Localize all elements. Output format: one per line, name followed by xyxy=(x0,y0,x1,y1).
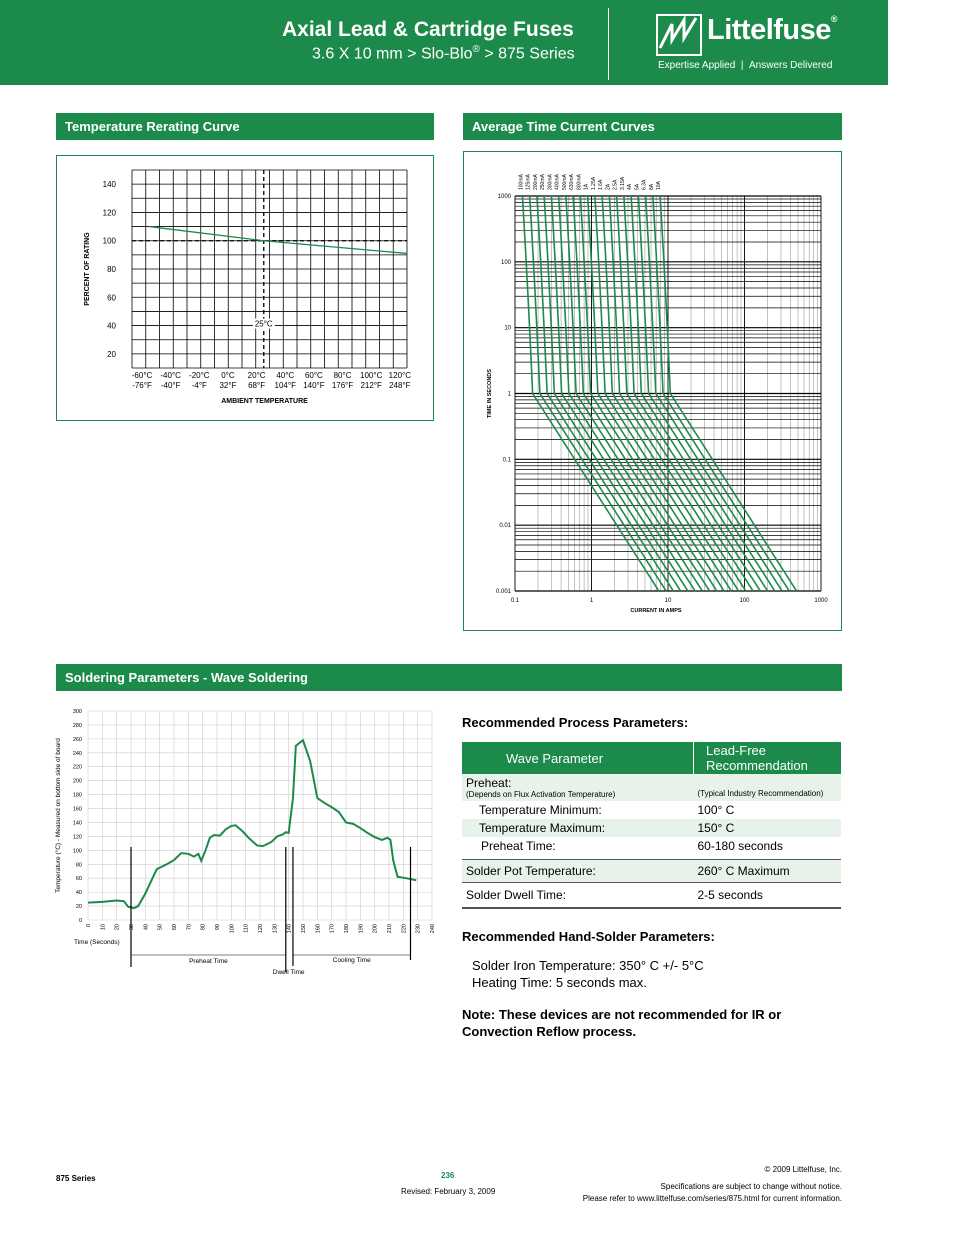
x-tick-label-f: -40°F xyxy=(160,381,181,390)
reflow-note: Note: These devices are not recommended for IR or Convection Reflow process. xyxy=(462,1007,782,1039)
preheat-cell: Preheat: (Depends on Flux Activation Temperature) xyxy=(466,776,616,799)
rerating-curve xyxy=(149,227,407,254)
x-tick-label: 20 xyxy=(114,924,121,931)
y-tick-label: 0.001 xyxy=(495,589,511,595)
series-label: 10A xyxy=(656,181,663,190)
x-tick-label-c: -40°C xyxy=(160,371,181,380)
x-tick-label-c: 20°C xyxy=(247,371,266,380)
series-label: 100mA xyxy=(518,174,525,190)
y-tick-label: 140 xyxy=(72,820,82,827)
y-tick-label: 20 xyxy=(107,349,116,359)
y-axis-label: TIME IN SECONDS xyxy=(487,369,493,418)
y-tick-label: 40 xyxy=(75,890,82,897)
y-tick-label: 200 xyxy=(72,778,82,785)
series-label: 300mA xyxy=(547,174,554,190)
x-tick-label-c: 100°C xyxy=(360,371,383,380)
x-tick-label-f: -4°F xyxy=(191,381,207,390)
series-label: 250mA xyxy=(540,174,547,190)
x-tick-label-c: 0°C xyxy=(221,371,235,380)
series-label: 500mA xyxy=(561,174,568,190)
y-tick-label: 180 xyxy=(72,792,82,799)
hand-iron-temp: Solder Iron Temperature: 350° C +/- 5°C xyxy=(472,958,704,973)
rerating-chart-box xyxy=(56,155,434,421)
x-tick-label-c: 80°C xyxy=(333,371,352,380)
process-params-title: Recommended Process Parameters: xyxy=(462,715,689,730)
series-label: 1.25A xyxy=(590,176,597,190)
y-tick-label: 80 xyxy=(75,862,82,869)
x-tick-label: 150 xyxy=(301,924,307,934)
x-tick-label-f: -76°F xyxy=(132,381,152,390)
y-tick-label: 0 xyxy=(78,918,82,924)
footer-notice-2: Please refer to www.littelfuse.com/series/875.html for current information. xyxy=(582,1194,842,1203)
y-tick-label: 0.01 xyxy=(499,523,511,530)
y-tick-label: 160 xyxy=(72,806,82,813)
x-tick-label: 10 xyxy=(100,924,107,931)
x-tick-label-c: -20°C xyxy=(189,371,210,380)
x-tick-label: 0 xyxy=(86,924,92,928)
y-tick-label: 300 xyxy=(72,709,82,715)
y-tick-label: 60 xyxy=(107,293,116,303)
littelfuse-logo-icon xyxy=(656,14,702,56)
series-label: 400mA xyxy=(554,174,561,190)
solder-pot-label: Solder Pot Temperature: xyxy=(466,864,596,878)
series-label: 4A xyxy=(627,183,634,190)
time-current-chart-box xyxy=(463,151,842,631)
temp-min-label: Temperature Minimum: xyxy=(479,803,602,817)
x-tick-label: 170 xyxy=(329,924,336,934)
x-tick-label: 10 xyxy=(664,598,672,604)
y-axis-label: Temperature (°C) - Measured on bottom side of board xyxy=(55,738,62,893)
hand-heating-time: Heating Time: 5 seconds max. xyxy=(472,975,647,990)
y-tick-label: 1 xyxy=(507,391,511,398)
preheat-time-value: 60-180 seconds xyxy=(697,839,783,853)
series-label: 8A xyxy=(648,183,655,190)
x-tick-label-f: 248°F xyxy=(389,381,411,390)
rerating-section-title: Temperature Rerating Curve xyxy=(56,113,434,140)
x-axis-label: CURRENT IN AMPS xyxy=(630,608,682,614)
y-tick-label: 0.1 xyxy=(502,457,511,464)
y-tick-label: 10 xyxy=(504,325,511,332)
x-tick-label: 230 xyxy=(415,924,422,934)
y-tick-label: 1000 xyxy=(497,194,511,200)
x-tick-label-f: 104°F xyxy=(274,381,296,390)
rerating-chart xyxy=(57,156,433,420)
series-label: 3.15A xyxy=(619,176,626,190)
tagline: Expertise Applied | Answers Delivered xyxy=(658,60,833,71)
x-tick-label: 80 xyxy=(200,924,207,931)
y-tick-label: 100 xyxy=(102,236,116,246)
temp-max-value: 150° C xyxy=(697,821,735,835)
x-tick-label: 30 xyxy=(129,924,135,931)
x-tick-label-f: 212°F xyxy=(360,381,382,390)
x-tick-label-f: 68°F xyxy=(248,381,266,390)
x-tick-label: 100 xyxy=(739,598,750,604)
dwell-time-label: Dwell Time xyxy=(272,969,305,976)
x-tick-label-c: 40°C xyxy=(276,371,295,380)
x-tick-label: 210 xyxy=(387,924,393,934)
col-lead-free: Lead-Free Recommendation xyxy=(694,742,842,774)
x-tick-label: 240 xyxy=(430,924,436,934)
x-tick-label-c: 120°C xyxy=(388,371,412,380)
dwell-value: 2-5 seconds xyxy=(697,888,763,902)
page-subtitle: 3.6 X 10 mm > Slo-Blo® > 875 Series xyxy=(312,44,575,63)
temp-min-value: 100° C xyxy=(697,803,735,817)
x-tick-label-f: 176°F xyxy=(331,381,354,390)
x-tick-label: 160 xyxy=(315,924,322,934)
col-wave-parameter: Wave Parameter xyxy=(462,742,694,774)
soldering-section-title: Soldering Parameters - Wave Soldering xyxy=(56,664,842,691)
y-tick-label: 120 xyxy=(102,208,116,218)
x-tick-label: 180 xyxy=(344,924,350,934)
x-tick-label-c: -60°C xyxy=(131,371,153,380)
footer-revised: Revised: February 3, 2009 xyxy=(401,1187,496,1196)
series-label: 5A xyxy=(634,183,641,190)
footer-notice-1: Specifications are subject to change without notice. xyxy=(660,1182,842,1191)
x-tick-label: 90 xyxy=(215,924,221,931)
x-tick-label: 190 xyxy=(358,924,365,934)
x-tick-label-f: 140°F xyxy=(303,381,325,390)
series-label: 1A xyxy=(583,183,590,190)
y-tick-label: 40 xyxy=(107,321,116,331)
x-tick-label: 100 xyxy=(229,924,236,934)
temp-max-label: Temperature Maximum: xyxy=(479,821,606,835)
series-label: 200mA xyxy=(532,174,539,190)
y-tick-label: 260 xyxy=(72,736,82,743)
y-tick-label: 280 xyxy=(72,722,82,729)
x-tick-label: 1000 xyxy=(814,598,828,604)
x-tick-label: 120 xyxy=(258,924,264,934)
header-divider xyxy=(608,8,609,80)
y-tick-label: 80 xyxy=(107,265,116,274)
preheat-time-label: Preheat Time xyxy=(189,958,228,965)
y-tick-label: 220 xyxy=(72,764,82,771)
y-tick-label: 140 xyxy=(102,180,116,190)
y-tick-label: 120 xyxy=(72,834,82,841)
dwell-label: Solder Dwell Time: xyxy=(466,888,567,902)
x-tick-label: 50 xyxy=(157,924,164,931)
x-tick-label-f: 32°F xyxy=(219,381,237,390)
x-tick-label: 220 xyxy=(401,924,408,934)
series-label: 800mA xyxy=(576,174,583,190)
y-tick-label: 100 xyxy=(72,848,82,855)
brand-name: Littelfuse® xyxy=(707,14,838,46)
series-label: 2.5A xyxy=(612,179,619,190)
preheat-rec: (Typical Industry Recommendation) xyxy=(697,789,824,798)
cooling-time-label: Cooling Time xyxy=(332,957,371,964)
footer-copyright: © 2009 Littelfuse, Inc. xyxy=(764,1165,842,1174)
footer-page: 236 xyxy=(441,1171,455,1180)
x-axis-label: Time (Seconds) xyxy=(74,939,120,946)
hand-solder-title: Recommended Hand-Solder Parameters: xyxy=(462,929,715,944)
x-tick-label: 1 xyxy=(589,598,594,604)
series-label: 1.6A xyxy=(598,179,605,190)
x-tick-label: 0.1 xyxy=(510,598,520,604)
solder-pot-value: 260° C Maximum xyxy=(697,864,790,878)
process-params-table xyxy=(462,742,841,909)
series-label: 2A xyxy=(605,183,612,190)
y-tick-label: 240 xyxy=(72,750,82,757)
x-tick-label: 200 xyxy=(372,924,379,934)
x-tick-label: 60 xyxy=(172,924,178,931)
y-tick-label: 20 xyxy=(75,904,82,911)
series-label: 6.3A xyxy=(641,179,648,190)
y-tick-label: 100 xyxy=(500,259,511,266)
page-title: Axial Lead & Cartridge Fuses xyxy=(282,18,574,41)
time-current-section-title: Average Time Current Curves xyxy=(463,113,842,140)
series-label: 630mA xyxy=(569,174,576,190)
x-tick-label: 110 xyxy=(243,924,250,933)
x-tick-label: 130 xyxy=(272,924,279,934)
x-tick-label: 140 xyxy=(286,924,293,934)
temperature-profile xyxy=(88,740,416,908)
x-tick-label: 70 xyxy=(186,924,193,931)
time-current-chart xyxy=(464,152,841,630)
annotation-25c: 25°C xyxy=(254,319,273,329)
x-tick-label-c: 60°C xyxy=(304,371,323,380)
footer-series: 875 Series xyxy=(56,1174,96,1183)
wave-soldering-chart xyxy=(56,700,442,990)
y-axis-label: PERCENT OF RATING xyxy=(84,232,91,306)
y-tick-label: 60 xyxy=(75,876,82,883)
series-label: 125mA xyxy=(525,174,532,190)
preheat-time-label: Preheat Time: xyxy=(481,839,556,853)
x-tick-label: 40 xyxy=(143,924,150,931)
x-axis-label: AMBIENT TEMPERATURE xyxy=(221,398,308,405)
